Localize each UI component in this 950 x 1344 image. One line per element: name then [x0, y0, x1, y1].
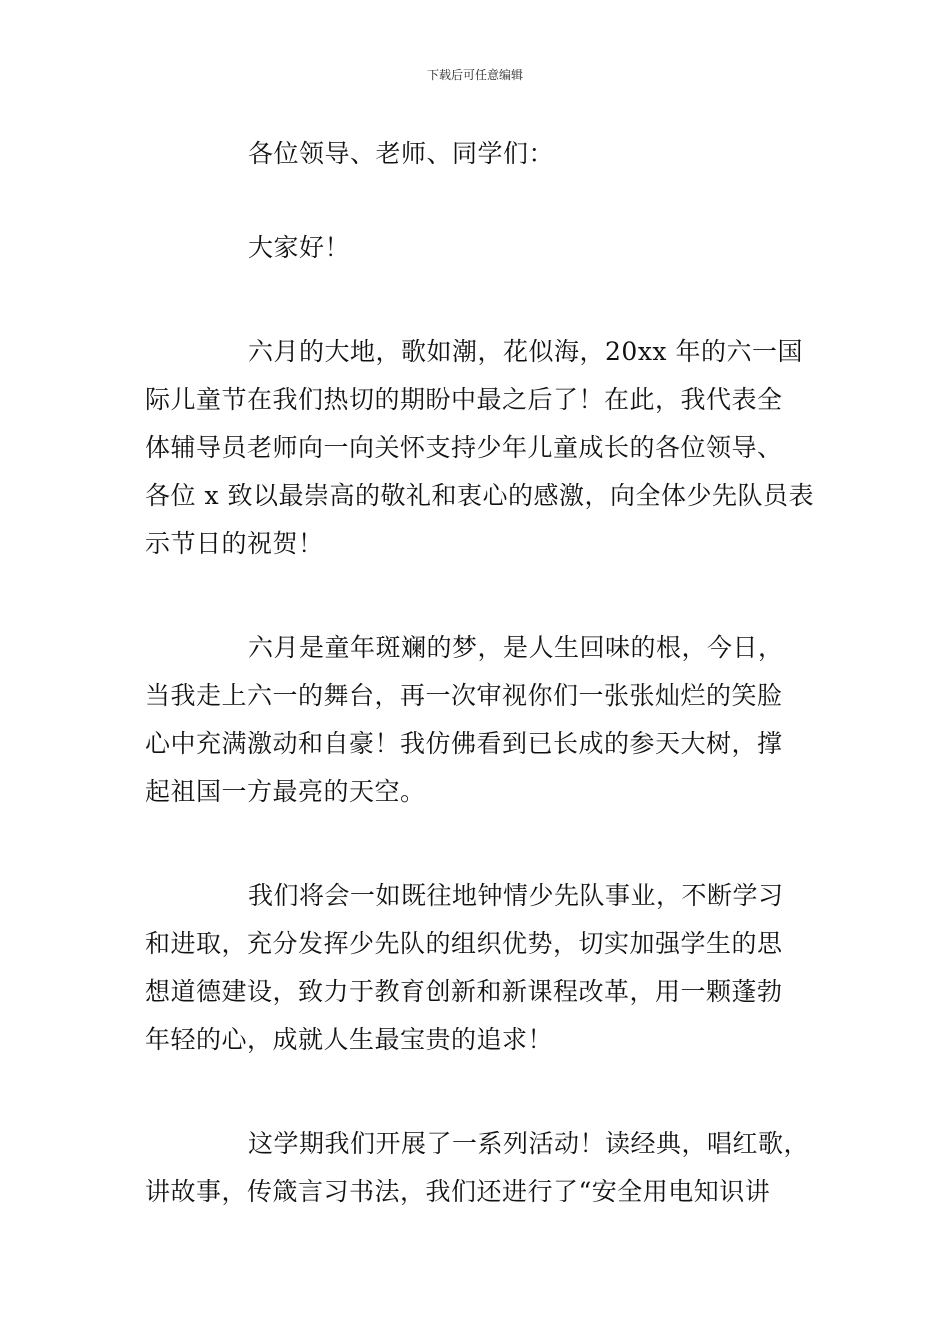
salutation: 各位领导、老师、同学们： — [248, 139, 555, 168]
paragraph-line: 和进取，充分发挥少先队的组织优势，切实加强学生的思 — [145, 929, 783, 958]
paragraph-2 — [145, 624, 825, 816]
paragraph-line: 这学期我们开展了一系列活动！读经典，唱红歌， — [248, 1129, 810, 1158]
paragraph-line: 示节日的祝贺！ — [145, 529, 324, 558]
paragraph-line: 当我走上六一的舞台，再一次审视你们一张张灿烂的笑脸 — [145, 681, 783, 710]
paragraph-line: 年轻的心，成就人生最宝贵的追求！ — [145, 1025, 554, 1054]
paragraph-line: 六月是童年斑斓的梦，是人生回味的根，今日， — [248, 633, 784, 662]
paragraph-line: 六月的大地，歌如潮，花似海，20xx 年的六一国 — [248, 337, 803, 366]
paragraph-line: 各位 x 致以最崇高的敬礼和衷心的感激，向全体少先队员表 — [145, 481, 814, 510]
document-body — [145, 130, 825, 1216]
paragraph-line: 际儿童节在我们热切的期盼中最之后了！在此，我代表全 — [145, 385, 783, 414]
paragraph-line: 讲故事，传箴言习书法，我们还进行了“安全用电知识讲 — [145, 1177, 771, 1206]
paragraph-line: 体辅导员老师向一向关怀支持少年儿童成长的各位领导、 — [145, 433, 783, 462]
paragraph-line: 起祖国一方最亮的天空。 — [145, 777, 426, 806]
paragraph-3 — [145, 872, 825, 1064]
paragraph-1 — [145, 328, 825, 568]
paragraph-line: 心中充满激动和自豪！我仿佛看到已长成的参天大树，撑 — [145, 729, 783, 758]
paragraph-4 — [145, 1120, 825, 1216]
page-header-note: 下载后可任意编辑 — [426, 68, 523, 82]
paragraph-line: 想道德建设，致力于教育创新和新课程改革，用一颗蓬勃 — [145, 977, 783, 1006]
greeting: 大家好！ — [248, 233, 351, 262]
paragraph-line: 我们将会一如既往地钟情少先队事业，不断学习 — [248, 881, 784, 910]
